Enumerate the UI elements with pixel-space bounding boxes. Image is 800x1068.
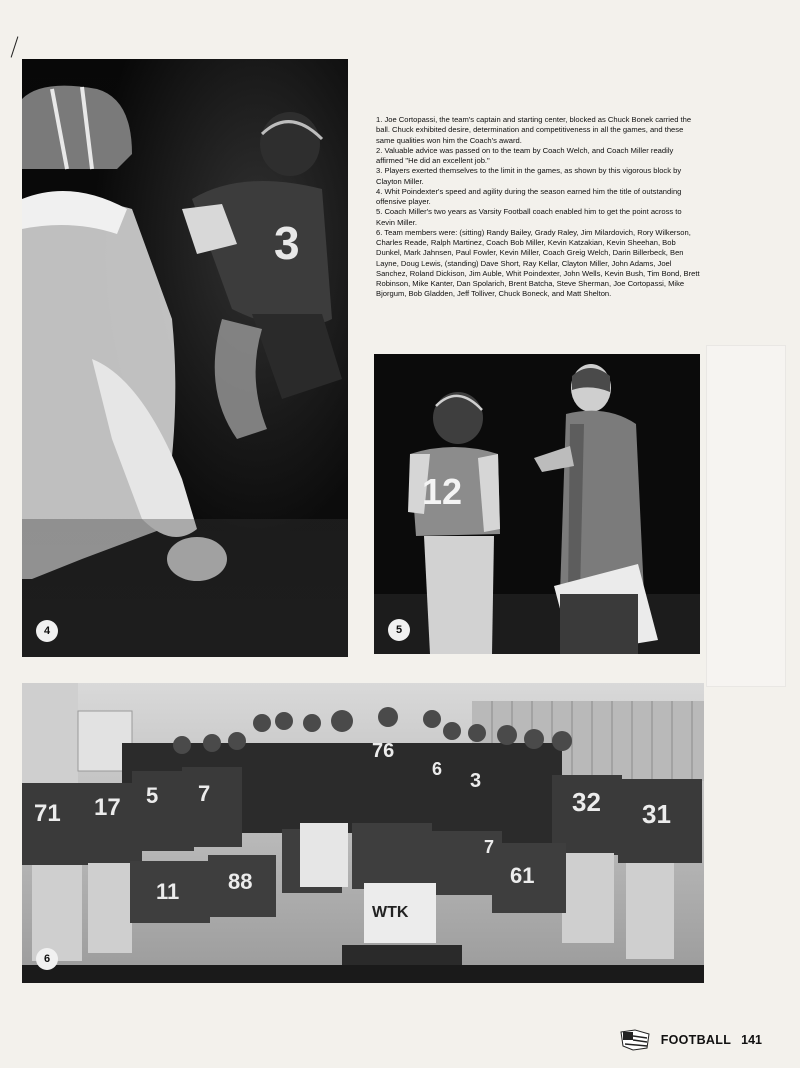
photo-team-group-image xyxy=(22,683,704,983)
jersey-number: 3 xyxy=(470,770,482,792)
photo-coach-and-player xyxy=(374,354,700,654)
jersey-number: 7 xyxy=(484,837,495,857)
page-number: 141 xyxy=(741,1033,762,1047)
photo-team-group xyxy=(22,683,704,983)
jersey-number: 17 xyxy=(94,794,121,821)
photo-running-back-image xyxy=(22,59,348,657)
jersey-number: 5 xyxy=(146,783,159,808)
section-title: FOOTBALL xyxy=(660,1033,732,1047)
jersey-number: 76 xyxy=(372,740,395,762)
photo-running-back xyxy=(22,59,348,657)
jersey-number: 88 xyxy=(228,869,253,894)
jersey-number: 7 xyxy=(198,781,211,806)
jersey-number: 31 xyxy=(642,799,671,829)
caption-6: 6. Team members were: (sitting) Randy Bailey, Grady Raley, Jim Milardovich, Rory Wilkerson, Charles Reade, Ralph Martinez, Coach Bob Miller, Kevin Katzakian, Kevin Sheehan, Bob Dunkel, Mark Jahnsen, Paul Fowler, Kevin Miller, Coach Greig Welch, Darin Billerbeck, Ben Layne, Doug Lewis, (standing) Dave Short, Ray Kellar, Clayton Miller, John Adams, Joel Sanchez, Roland Dickison, Jim Auble, Whit Poindexter, John Wells, Kevin Bush, Tim Bond, Brett Robinson, Mike Kanter, Dan Spolarich, Brent Batcha, Steve Sherman, Joe Cortopassi, Mike Bjorgum, Bob Gladden, Jeff Tolliver, Chuck Boneck, and Matt Shelton. xyxy=(376,227,700,299)
bleed-through-panel xyxy=(706,345,786,687)
jersey-number: 61 xyxy=(510,863,535,888)
caption-5: 5. Coach Miller's two years as Varsity Football coach enabled him to get the point across to Kevin Miller. xyxy=(376,207,682,227)
jersey-number: 3 xyxy=(274,217,300,269)
photo-number-badge: 4 xyxy=(36,620,58,642)
photo-number-badge: 6 xyxy=(36,948,58,970)
caption-4: 4. Whit Poindexter's speed and agility during the season earned him the title of outstanding offensive player. xyxy=(376,186,682,206)
page-edge-mark xyxy=(11,36,19,57)
photo-number-badge: 5 xyxy=(388,619,410,641)
photo-coach-and-player-image xyxy=(374,354,700,654)
shirt-text: WTK xyxy=(372,904,409,921)
caption-1: 1. Joe Cortopassi, the team's captain and starting center, blocked as Chuck Bonek carried the ball. Chuck exhibited desire, determination and competitiveness in all the games, and these same qualities won him the Coach's award. xyxy=(376,115,692,145)
caption-2: 2. Valuable advice was passed on to the team by Coach Welch, and Coach Miller readily affirmed "He did an excellent job." xyxy=(376,145,674,165)
jersey-number: 71 xyxy=(34,800,61,827)
jersey-number: 32 xyxy=(572,787,601,817)
photo-captions xyxy=(376,115,702,300)
jersey-number: 12 xyxy=(422,471,463,512)
flag-icon xyxy=(619,1028,651,1052)
caption-3: 3. Players exerted themselves to the limit in the games, as shown by this vigorous block by Clayton Miller. xyxy=(376,166,682,186)
page-footer xyxy=(619,1028,762,1052)
jersey-number: 6 xyxy=(432,759,443,779)
jersey-number: 11 xyxy=(156,879,180,904)
